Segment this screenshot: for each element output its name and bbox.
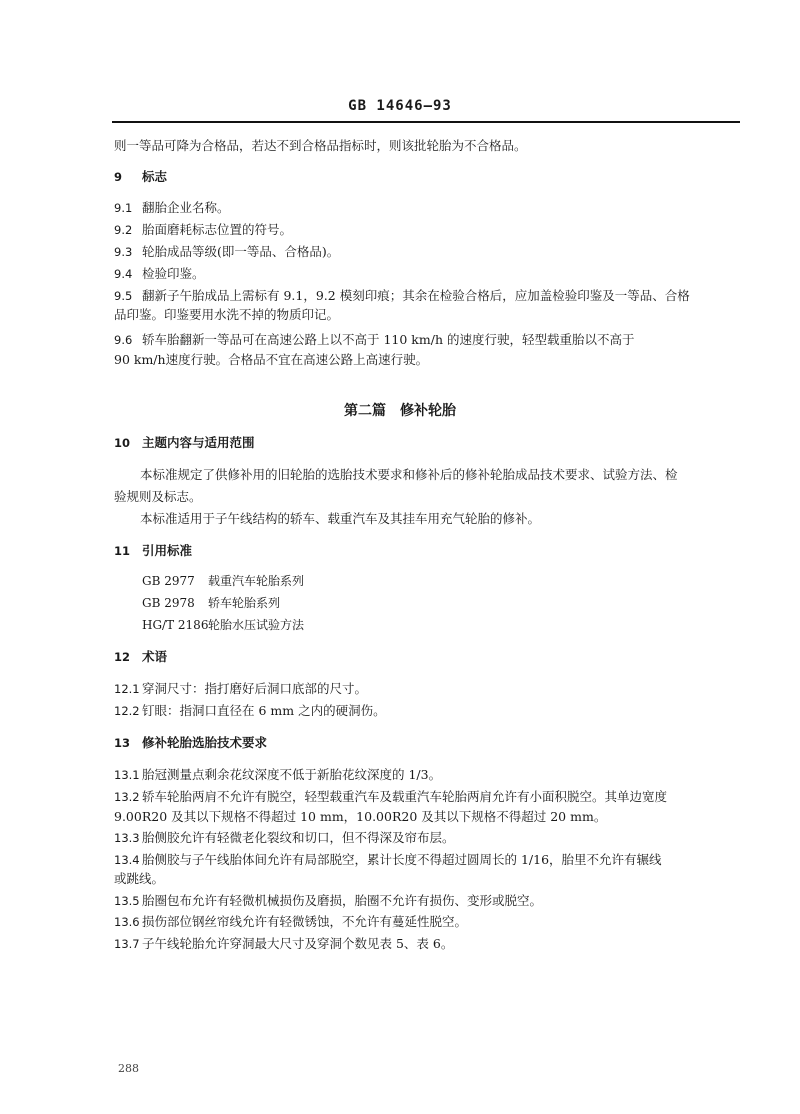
clause-9-6-cont: 90 km/h速度行驶。合格品不宜在高速公路上高速行驶。	[114, 352, 429, 367]
section-11-heading: 11 引用标准	[114, 543, 193, 558]
clause-9-4: 9.4 检验印鉴。	[114, 266, 205, 281]
clause-13-7: 13.7 子午线轮胎允许穿洞最大尺寸及穿洞个数见表 5、表 6。	[114, 936, 454, 951]
clause-13-5: 13.5 胎圈包布允许有轻微机械损伤及磨损，胎圈不允许有损伤、变形或脱空。	[114, 893, 543, 908]
clause-13-1: 13.1 胎冠测量点剩余花纹深度不低于新胎花纹深度的 1/3。	[114, 767, 442, 782]
clause-9-5-cont: 品印鉴。印鉴要用水洗不掉的物质印记。	[114, 307, 340, 322]
reference-item: GB 2978 轿车轮胎系列	[142, 596, 281, 610]
clause-13-2-cont: 9.00R20 及其以下规格不得超过 10 mm，10.00R20 及其以下规格不得超过 20 mm。	[114, 809, 607, 824]
clause-9-1: 9.1 翻胎企业名称。	[114, 200, 230, 215]
section-12-heading: 12 术语	[114, 649, 168, 664]
section-9-heading: 9 标志	[114, 169, 168, 184]
clause-9-3: 9.3 轮胎成品等级(即一等品、合格品)。	[114, 244, 340, 259]
clause-13-4: 13.4 胎侧胶与子午线胎体间允许有局部脱空，累计长度不得超过圆周长的 1/16，胎里不允许有辗线	[114, 852, 662, 867]
running-header: GB 14646—93	[348, 98, 452, 114]
clause-12-2: 12.2 钉眼：指洞口直径在 6 mm 之内的硬洞伤。	[114, 703, 386, 718]
reference-item: GB 2977 载重汽车轮胎系列	[142, 574, 305, 588]
clause-12-1: 12.1 穿洞尺寸：指打磨好后洞口底部的尺寸。	[114, 681, 368, 696]
clause-13-2: 13.2 轿车轮胎两肩不允许有脱空，轻型载重汽车及载重汽车轮胎两肩允许有小面积脱空。其单边宽度	[114, 789, 668, 804]
clause-13-3: 13.3 胎侧胶允许有轻微老化裂纹和切口，但不得深及帘布层。	[114, 830, 455, 845]
part-title: 第二篇 修补轮胎	[344, 403, 456, 419]
page-number: 288	[118, 1062, 139, 1075]
body-line: 则一等品可降为合格品，若达不到合格品指标时，则该批轮胎为不合格品。	[114, 138, 527, 153]
section-13-heading: 13 修补轮胎选胎技术要求	[114, 735, 268, 750]
para-10-2: 本标准适用于子午线结构的轿车、载重汽车及其挂车用充气轮胎的修补。	[140, 511, 541, 526]
clause-13-6: 13.6 损伤部位钢丝帘线允许有轻微锈蚀，不允许有蔓延性脱空。	[114, 914, 468, 929]
header-rule	[112, 121, 740, 123]
clause-9-2: 9.2 胎面磨耗标志位置的符号。	[114, 222, 293, 237]
clause-9-6: 9.6 轿车胎翻新一等品可在高速公路上以不高于 110 km/h 的速度行驶，轻型载重胎以不高于	[114, 332, 635, 347]
para-10-1-cont: 验规则及标志。	[114, 489, 202, 504]
clause-9-5: 9.5 翻新子午胎成品上需标有 9.1，9.2 模刻印痕；其余在检验合格后，应加盖检验印鉴及一等品、合格	[114, 288, 690, 303]
clause-13-4-cont: 或跳线。	[114, 871, 165, 886]
reference-item: HG/T 2186轮胎水压试验方法	[142, 618, 305, 632]
section-10-heading: 10 主题内容与适用范围	[114, 435, 255, 450]
para-10-1: 本标准规定了供修补用的旧轮胎的选胎技术要求和修补后的修补轮胎成品技术要求、试验方法、检	[140, 467, 678, 482]
